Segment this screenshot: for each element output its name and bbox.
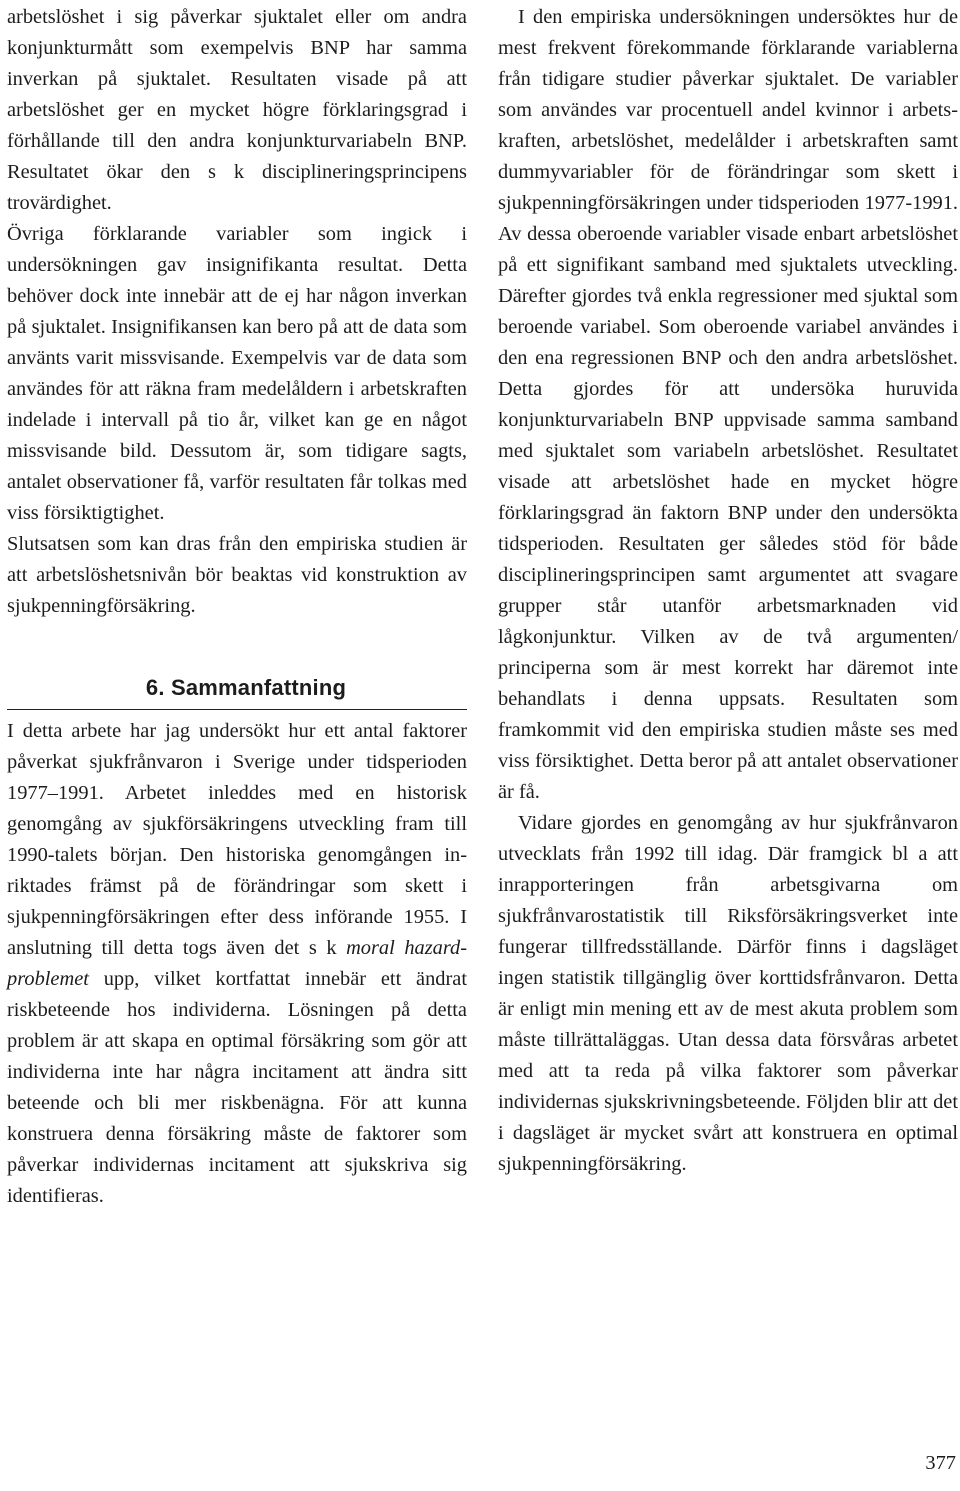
section-heading: 6. Sammanfattning xyxy=(145,675,347,700)
paragraph-text: I detta arbete har jag undersökt hur ett antal faktorer påverkat sjukfrånvaron i Sverige under tidsperioden 1977–1991. Arbetet inleddes med en historisk genomgång av sjukförsäkringens utveckling fram till 1990-talets början. Den historiska genomgången inriktades främst på de förändringar som skett i sjukpenningförsäkringen efter dess införande 1955. I anslutning till detta togs även det s k xyxy=(7,720,467,959)
paragraph: Övriga förklarande variabler som ingick i undersökningen gav insignifikanta resultat. Detta behöver dock inte innebär att de ej har någon inverkan på sjuktalet. Insignifikansen kan bero på att de data som använts varit missvisande. Exempelvis var de data som användes för att räkna fram medelåldern i arbetskraften indelade i intervall på tio år, vilket kan ge en något missvisande bild. Dessutom är, som tidigare sagts, antalet observationer få, varför resultaten får tolkas med viss försiktigtighet. xyxy=(7,223,467,524)
italic-term: moral hazard-problemet xyxy=(7,937,467,990)
section-heading-rule xyxy=(7,672,467,710)
paragraph-text: upp, vilket kortfattat innebär ett ändrat riskbeteende hos individerna. Lösningen på detta problem är att skapa en optimal försäkring som gör att individerna inte har några incitament att ändra sitt beteende och bli mer riskbenägna. För att kunna konstruera denna försäkring måste de faktorer som påverkar individernas incitament att sjukskriva sig identifieras. xyxy=(7,968,467,1207)
left-column xyxy=(7,2,467,1212)
paragraph: Vidare gjordes en genomgång av hur sjukfrånvaron utvecklats från 1992 till idag. Där framgick bl a att inrapporteringen från arbetsgivarna om sjukfrånvarostatistik till Riksförsäkringsverket inte fungerar tillfredsställande. Därför finns i dagsläget ingen statistik tillgänglig över korttidsfrånvaron. Detta är enligt min mening ett av de mest akuta problem som måste tillrättaläggas. Utan dessa data försvåras arbetet med att ta reda på vilka faktorer som påverkar individernas sjukskrivningsbeteende. Följden blir att det i dagsläget är mycket svårt att konstruera en optimal sjukpenningförsäkring. xyxy=(498,812,958,1175)
paragraph xyxy=(7,716,467,1212)
page-number: 377 xyxy=(925,1452,956,1474)
paragraph: I den empiriska undersökningen undersöktes hur de mest frekvent förekommande förklarande variablerna från tidigare studier påverkar sjuktalet. De variabler som användes var procentuell andel kvinnor i arbetskraften, arbetslöshet, medelålder i arbetskraften samt dummyvariabler för de förändringar som skett i sjukpenningförsäkringen under tidsperioden 1977-1991. Av dessa oberoende variabler visade enbart arbetslöshet på ett signifikant samband med sjuktalets utveckling. Därefter gjordes två enkla regressioner med sjuktal som beroende variabel. Som oberoende variabel användes i den ena regressionen BNP och den andra arbetslöshet. Detta gjordes för att undersöka huruvida konjunkturvariabeln BNP uppvisade samma samband med sjuktalet som variabeln arbetslöshet. Resultatet visade att arbetslöshet hade en mycket högre förklaringsgrad än faktorn BNP under den undersökta tidsperioden. Resultaten ger således stöd för både disciplineringsprincipen samt argumentet att svagare grupper står utanför arbetsmarknaden vid lågkonjunktur. Vilken av de två argumenten/ principerna som är mest korrekt har däremot inte behandlats i denna uppsats. Resultaten som framkommit vid den empiriska studien måste ses med viss försiktighet. Detta beror på att antalet observationer är få. xyxy=(498,6,958,803)
right-column xyxy=(498,2,958,1180)
paragraph: Slutsatsen som kan dras från den empiriska studien är att arbetslöshetsnivån bör beaktas vid konstruktion av sjukpenningförsäkring. xyxy=(7,533,467,617)
paragraph: arbetslöshet i sig påverkar sjuktalet eller om andra konjunkturmått som exempelvis BNP har samma inverkan på sjuktalet. Resultaten visade på att arbetslöshet ger en mycket högre förklaringsgrad i förhållande till den andra konjunkturvariabeln BNP. Resultatet ökar den s k disciplineringsprincipens trovärdighet. xyxy=(7,6,467,214)
